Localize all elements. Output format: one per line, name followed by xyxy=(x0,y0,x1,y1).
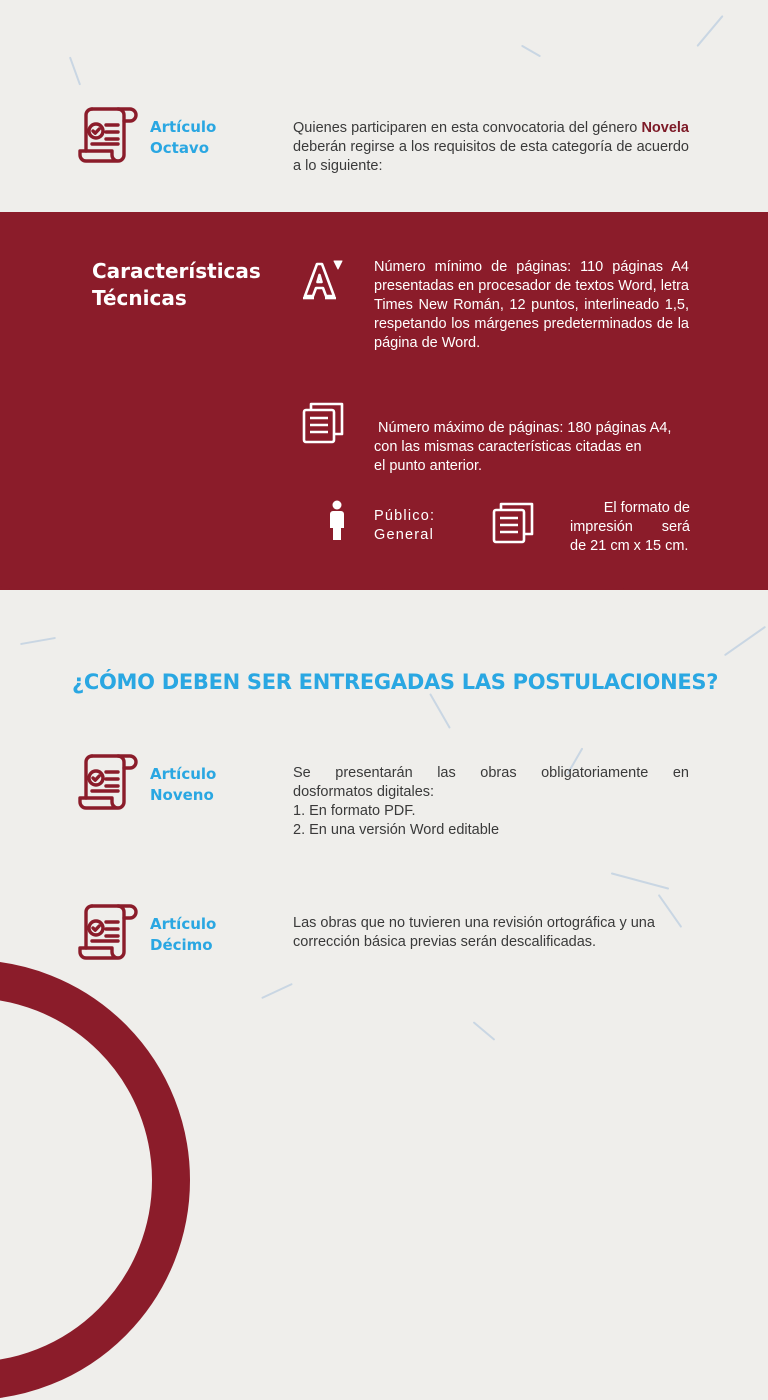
audience-text xyxy=(374,507,435,545)
stacked-pages-icon xyxy=(492,500,536,544)
scroll-document-icon xyxy=(78,748,138,810)
section-heading: ¿CÓMO DEBEN SER ENTREGADAS LAS POSTULACIONES? xyxy=(72,670,719,694)
noveno-line: dosformatos digitales: xyxy=(293,784,435,800)
decorative-arc xyxy=(0,960,190,1400)
audience-value: General xyxy=(374,527,434,543)
article-octavo-text xyxy=(293,119,689,176)
article-title-line1: Artículo xyxy=(150,118,217,136)
max-pages-line: con las mismas características citadas en xyxy=(374,439,642,455)
max-pages-text xyxy=(374,400,694,476)
stacked-pages-icon xyxy=(302,400,346,444)
article-title-line1: Artículo xyxy=(150,765,217,783)
format-line: impresión será xyxy=(570,519,690,535)
article-octavo-title xyxy=(150,117,216,159)
band-title-line2: Técnicas xyxy=(92,286,187,310)
min-pages-text: Número mínimo de páginas: 110 páginas A4 presentadas en procesador de textos Word, letra Times New Román, 12 puntos, interlineado 1,5, respetando los márgenes predeterminados de la página de Word. xyxy=(374,259,689,351)
octavo-text-part: Quienes participaren en esta convocatoria del género xyxy=(293,120,642,136)
noveno-line: Se presentarán las obras obligatoriamente en xyxy=(293,765,689,781)
article-decimo-title xyxy=(150,914,216,956)
article-title-line2: Noveno xyxy=(150,786,214,804)
audience-label: Público: xyxy=(374,508,436,524)
noveno-line: 1. En formato PDF. xyxy=(293,803,416,819)
max-pages-line: el punto anterior. xyxy=(374,458,483,474)
format-line: El formato de xyxy=(603,500,690,516)
max-pages-line: Número máximo de páginas: 180 páginas A4, xyxy=(374,420,672,436)
article-noveno-text xyxy=(293,764,689,840)
band-title-line1: Características xyxy=(92,259,261,283)
noveno-line: 2. En una versión Word editable xyxy=(293,822,500,838)
octavo-text-part: deberán regirse a los requisitos de esta categoría de acuerdo a lo siguiente: xyxy=(293,139,689,174)
article-title-line1: Artículo xyxy=(150,915,217,933)
scroll-document-icon xyxy=(78,898,138,960)
scroll-document-icon xyxy=(78,101,138,163)
person-icon xyxy=(328,500,346,542)
format-line: de 21 cm x 15 cm. xyxy=(570,538,689,554)
font-letter-icon xyxy=(302,258,344,302)
article-noveno-title xyxy=(150,764,216,806)
article-decimo-text: Las obras que no tuvieren una revisión ortográfica y una corrección básica previas serán descalificadas. xyxy=(293,915,655,950)
article-title-line2: Décimo xyxy=(150,936,213,954)
octavo-text-bold: Novela xyxy=(641,120,689,136)
technical-specs-title xyxy=(92,258,261,312)
format-text xyxy=(560,499,690,556)
article-title-line2: Octavo xyxy=(150,139,210,157)
